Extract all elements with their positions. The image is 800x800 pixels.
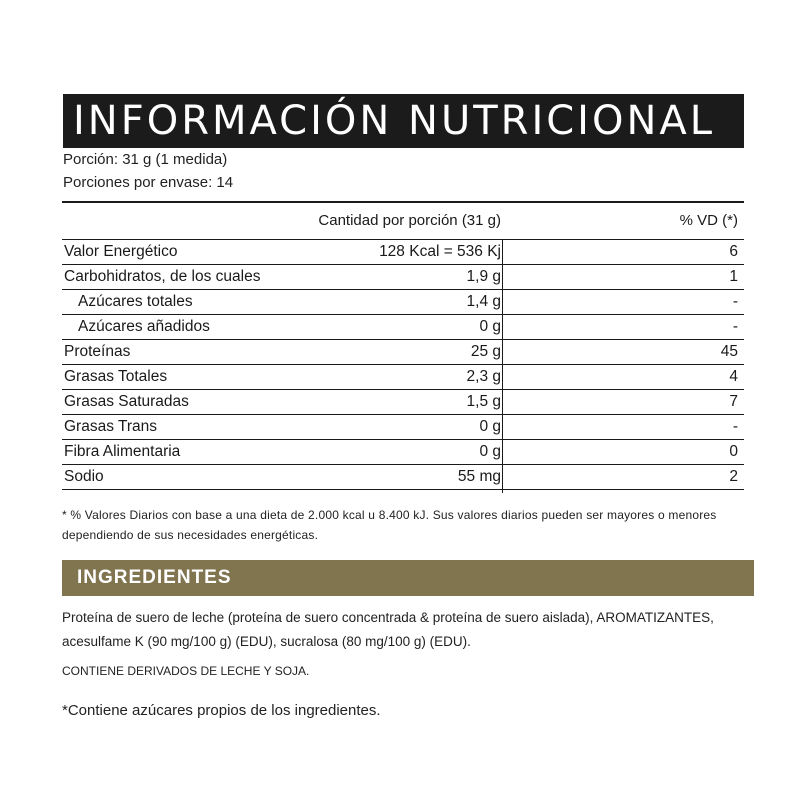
- nutrient-amount: 25 g: [470, 343, 501, 360]
- nutrient-amount: 1,5 g: [466, 393, 501, 410]
- nutrient-dv: -: [732, 318, 738, 335]
- nutrient-amount: 0 g: [479, 443, 501, 460]
- header-daily-value: % VD (*): [679, 212, 738, 229]
- nutrient-name: Valor Energético: [64, 243, 178, 260]
- nutrient-name: Grasas Totales: [64, 368, 168, 385]
- table-row: [62, 264, 744, 289]
- nutrient-amount: 1,9 g: [466, 268, 501, 285]
- nutrient-name: Azúcares añadidos: [78, 318, 210, 335]
- nutrition-title: INFORMACIÓN NUTRICIONAL: [63, 94, 744, 148]
- nutrient-dv: -: [732, 293, 738, 310]
- nutrition-table: [62, 201, 744, 490]
- nutrient-amount: 2,3 g: [466, 368, 501, 385]
- table-row: [62, 414, 744, 439]
- allergen-statement: CONTIENE DERIVADOS DE LECHE Y SOJA.: [62, 664, 310, 678]
- nutrient-name: Grasas Trans: [64, 418, 158, 435]
- nutrient-name: Grasas Saturadas: [64, 393, 189, 410]
- table-header: [62, 203, 744, 239]
- header-amount: Cantidad por porción (31 g): [318, 212, 501, 229]
- nutrient-amount: 1,4 g: [466, 293, 501, 310]
- nutrient-name: Carbohidratos, de los cuales: [64, 268, 261, 285]
- nutrient-dv: 4: [729, 368, 738, 385]
- daily-value-footnote: * % Valores Diarios con base a una dieta de 2.000 kcal u 8.400 kJ. Sus valores diarios pueden ser mayores o menores dependiendo de sus necesidades energéticas.: [62, 508, 717, 542]
- table-row: [62, 239, 744, 264]
- table-row: [62, 464, 744, 489]
- nutrient-name: Fibra Alimentaria: [64, 443, 181, 460]
- serving-size: Porción: 31 g (1 medida): [63, 151, 228, 168]
- table-row: [62, 364, 744, 389]
- nutrient-name: Sodio: [64, 468, 104, 485]
- nutrient-amount: 55 mg: [457, 468, 501, 485]
- table-row: [62, 389, 744, 414]
- nutrient-dv: 1: [729, 268, 738, 285]
- ingredients-heading: INGREDIENTES: [62, 560, 754, 596]
- nutrient-dv: 45: [720, 343, 738, 360]
- nutrient-dv: 6: [729, 243, 738, 260]
- nutrient-amount: 0 g: [479, 418, 501, 435]
- nutrient-name: Proteínas: [64, 343, 131, 360]
- nutrient-amount: 0 g: [479, 318, 501, 335]
- table-row: [62, 289, 744, 314]
- nutrient-amount: 128 Kcal = 536 Kj: [379, 243, 501, 260]
- table-row: [62, 314, 744, 339]
- nutrient-dv: -: [732, 418, 738, 435]
- ingredients-text: Proteína de suero de leche (proteína de suero concentrada & proteína de suero aislada), AROMATIZANTES, acesulfame K (90 mg/100 g) (EDU), sucralosa (80 mg/100 g) (EDU).: [62, 610, 714, 649]
- sugars-note: *Contiene azúcares propios de los ingredientes.: [62, 702, 381, 719]
- table-row: [62, 339, 744, 364]
- column-divider: [502, 239, 503, 493]
- nutrient-dv: 2: [729, 468, 738, 485]
- nutrient-dv: 0: [729, 443, 738, 460]
- servings-per-container: Porciones por envase: 14: [63, 174, 234, 191]
- nutrient-name: Azúcares totales: [78, 293, 193, 310]
- nutrient-dv: 7: [729, 393, 738, 410]
- table-bottom-rule: [62, 489, 744, 490]
- table-row: [62, 439, 744, 464]
